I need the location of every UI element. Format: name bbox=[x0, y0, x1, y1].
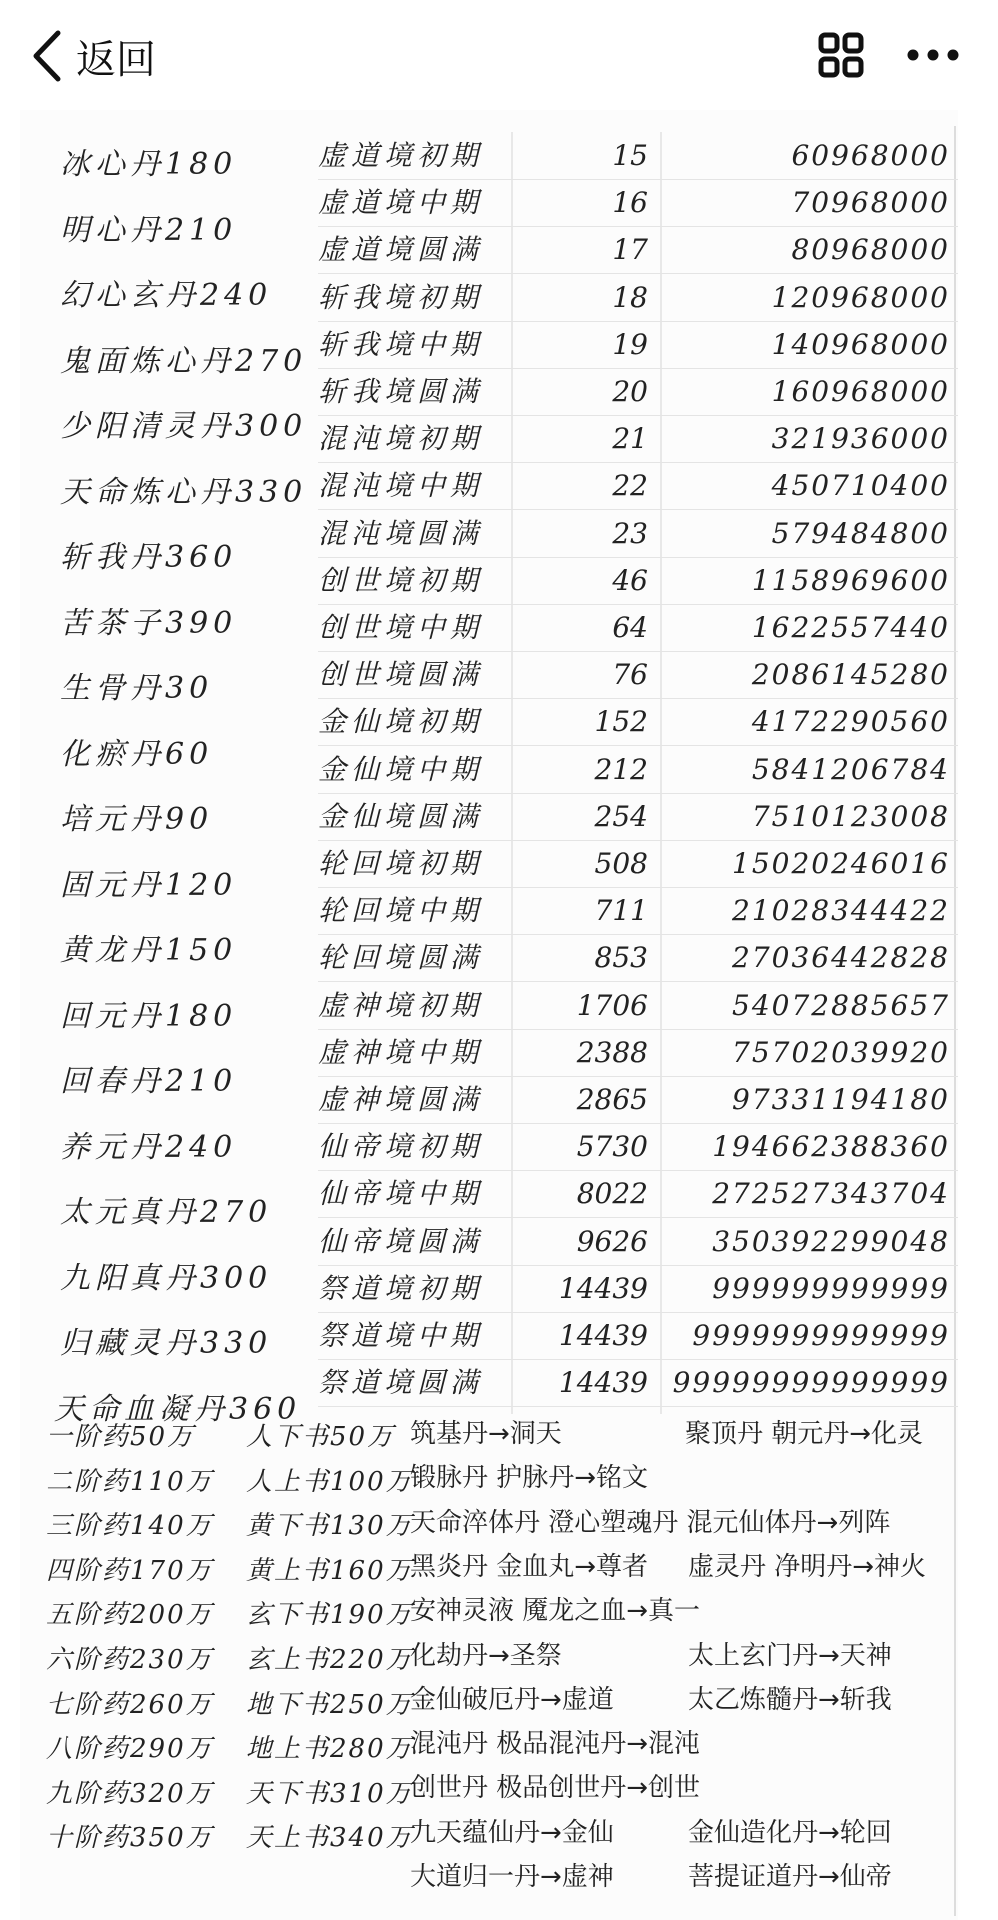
table-cell-exp: 1158969600 bbox=[751, 563, 950, 597]
table-row bbox=[318, 887, 958, 935]
table-row bbox=[318, 274, 958, 322]
recipe-item: 锻脉丹 护脉丹→铭文 bbox=[410, 1463, 649, 1494]
tier-medicine: 七阶药260万 bbox=[46, 1689, 214, 1720]
chevron-left-icon bbox=[30, 29, 64, 83]
tier-book: 地下书250万 bbox=[246, 1689, 414, 1720]
table-cell-exp: 120968000 bbox=[771, 280, 950, 314]
table-cell-level: 14439 bbox=[558, 1271, 648, 1305]
tier-item bbox=[46, 1816, 414, 1860]
recipe-item: 天命淬体丹 澄心塑魂丹 混元仙体丹→列阵 bbox=[410, 1507, 891, 1538]
table-cell-level: 853 bbox=[594, 941, 648, 975]
table-cell-level: 2865 bbox=[576, 1083, 648, 1116]
table-cell-level: 23 bbox=[612, 516, 648, 550]
table-row bbox=[318, 1170, 958, 1218]
table-cell-exp: 5841206784 bbox=[751, 752, 950, 786]
table-cell-stage: 祭道境圆满 bbox=[318, 1366, 484, 1400]
table-cell-exp: 99999999999999 bbox=[672, 1366, 950, 1400]
table-cell-stage: 金仙境圆满 bbox=[318, 799, 484, 833]
tier-medicine: 二阶药110万 bbox=[46, 1466, 214, 1497]
table-row bbox=[318, 415, 958, 463]
table-row bbox=[318, 1123, 958, 1171]
tier-medicine: 八阶药290万 bbox=[46, 1734, 214, 1765]
table-cell-stage: 虚道境圆满 bbox=[318, 233, 484, 267]
table-cell-stage: 金仙境中期 bbox=[318, 752, 484, 786]
tier-book: 玄上书220万 bbox=[246, 1645, 414, 1675]
table-cell-stage: 祭道境中期 bbox=[318, 1319, 484, 1352]
table-cell-exp: 7510123008 bbox=[751, 799, 950, 833]
table-cell-level: 76 bbox=[612, 658, 648, 692]
recipe-item: 安神灵液 魇龙之血→真一 bbox=[410, 1596, 701, 1627]
table-cell-exp: 1622557440 bbox=[751, 611, 950, 644]
table-cell-stage: 混沌境初期 bbox=[318, 422, 484, 456]
tier-book: 玄下书190万 bbox=[246, 1600, 414, 1631]
table-cell-level: 46 bbox=[612, 563, 648, 597]
table-cell-exp: 27036442828 bbox=[732, 941, 950, 975]
table-row bbox=[318, 462, 958, 510]
table-cell-stage: 金仙境初期 bbox=[318, 705, 484, 739]
table-cell-exp: 2086145280 bbox=[751, 658, 950, 692]
table-cell-stage: 创世境圆满 bbox=[318, 658, 484, 692]
table-row bbox=[318, 934, 958, 982]
table-cell-exp: 54072885657 bbox=[732, 988, 950, 1022]
table-row bbox=[318, 1076, 958, 1124]
left-list-item: 明心丹210 bbox=[60, 212, 238, 248]
table-cell-level: 711 bbox=[594, 894, 648, 928]
table-cell-level: 254 bbox=[594, 799, 648, 833]
table-cell-level: 9626 bbox=[576, 1224, 648, 1258]
tier-item bbox=[46, 1683, 414, 1727]
table-cell-stage: 混沌境中期 bbox=[318, 469, 484, 503]
cultivation-chart-image bbox=[20, 110, 958, 1920]
table-cell-level: 212 bbox=[594, 752, 648, 786]
table-cell-exp: 194662388360 bbox=[712, 1130, 950, 1164]
table-cell-stage: 斩我境圆满 bbox=[318, 375, 484, 408]
tier-item bbox=[46, 1638, 414, 1682]
tier-book: 地上书280万 bbox=[246, 1734, 414, 1765]
table-cell-stage: 仙帝境初期 bbox=[318, 1130, 484, 1164]
left-list-item: 冰心丹180 bbox=[60, 147, 238, 182]
table-cell-stage: 虚神境中期 bbox=[318, 1035, 484, 1069]
table-row bbox=[318, 1029, 958, 1077]
table-cell-exp: 450710400 bbox=[771, 469, 950, 503]
left-list-item: 九阳真丹300 bbox=[60, 1260, 273, 1296]
table-row bbox=[318, 1265, 958, 1313]
table-cell-stage: 轮回境圆满 bbox=[318, 941, 484, 975]
table-row bbox=[318, 557, 958, 605]
table-row bbox=[318, 368, 958, 416]
table-cell-exp: 60968000 bbox=[791, 139, 950, 172]
table-row bbox=[318, 321, 958, 369]
table-cell-stage: 创世境初期 bbox=[318, 563, 484, 597]
table-cell-exp: 21028344422 bbox=[732, 894, 950, 928]
table-cell-level: 20 bbox=[612, 375, 648, 408]
table-cell-exp: 321936000 bbox=[771, 422, 950, 456]
recipe-item: 太乙炼髓丹→斩我 bbox=[688, 1684, 892, 1715]
recipe-item: 菩提证道丹→仙帝 bbox=[688, 1862, 892, 1892]
tier-item bbox=[46, 1549, 414, 1593]
table-cell-stage: 虚神境初期 bbox=[318, 988, 484, 1022]
table-cell-exp: 160968000 bbox=[771, 375, 950, 408]
table-cell-level: 19 bbox=[612, 327, 648, 361]
table-cell-stage: 轮回境中期 bbox=[318, 894, 484, 928]
table-row bbox=[318, 604, 958, 652]
table-cell-exp: 15020246016 bbox=[732, 847, 950, 880]
table-cell-exp: 999999999999 bbox=[712, 1271, 950, 1305]
back-button[interactable] bbox=[30, 28, 156, 84]
table-cell-exp: 80968000 bbox=[791, 233, 950, 267]
left-list-item: 苦茶子390 bbox=[60, 605, 238, 641]
table-cell-stage: 虚道境中期 bbox=[318, 186, 484, 220]
table-row bbox=[318, 651, 958, 699]
table-cell-exp: 70968000 bbox=[791, 186, 950, 220]
left-list-item: 天命炼心丹330 bbox=[60, 474, 308, 510]
table-cell-exp: 140968000 bbox=[771, 327, 950, 361]
left-list-item: 天命血凝丹360 bbox=[54, 1391, 302, 1427]
left-list-item: 鬼面炼心丹270 bbox=[60, 343, 308, 379]
more-options-icon[interactable] bbox=[904, 40, 962, 70]
left-list-item: 黄龙丹150 bbox=[60, 933, 238, 968]
table-cell-level: 14439 bbox=[558, 1366, 648, 1400]
recipe-item: 金仙造化丹→轮回 bbox=[688, 1817, 892, 1848]
left-list-item: 养元丹240 bbox=[60, 1129, 238, 1165]
table-cell-level: 64 bbox=[612, 611, 648, 644]
table-row bbox=[318, 982, 958, 1030]
recipe-item: 化劫丹→圣祭 bbox=[410, 1640, 562, 1671]
table-row bbox=[318, 132, 958, 180]
recipe-item: 虚灵丹 净明丹→神火 bbox=[688, 1551, 927, 1582]
left-list-item: 生骨丹30 bbox=[60, 671, 214, 706]
table-cell-level: 22 bbox=[612, 469, 648, 503]
tier-medicine: 一阶药50万 bbox=[46, 1422, 196, 1452]
table-cell-stage: 祭道境初期 bbox=[318, 1271, 484, 1305]
table-cell-stage: 斩我境中期 bbox=[318, 327, 484, 361]
recipe-item: 筑基丹→洞天 bbox=[410, 1419, 562, 1449]
table-cell-level: 21 bbox=[612, 422, 648, 456]
left-list-item: 少阳清灵丹300 bbox=[60, 409, 308, 444]
table-row bbox=[318, 746, 958, 794]
table-row bbox=[318, 1359, 958, 1407]
tier-book: 天下书310万 bbox=[246, 1778, 414, 1809]
recipe-item: 混沌丹 极品混沌丹→混沌 bbox=[410, 1729, 701, 1760]
table-cell-level: 508 bbox=[594, 847, 648, 880]
mini-program-grid-icon[interactable] bbox=[818, 32, 864, 78]
left-list-item: 回元丹180 bbox=[60, 998, 238, 1034]
table-cell-exp: 272527343704 bbox=[712, 1177, 950, 1211]
table-row bbox=[318, 179, 958, 227]
table-cell-level: 16 bbox=[612, 186, 648, 220]
table-cell-exp: 579484800 bbox=[771, 516, 950, 550]
left-list-item: 培元丹90 bbox=[60, 802, 214, 837]
table-cell-level: 5730 bbox=[576, 1130, 648, 1164]
tier-item bbox=[46, 1504, 414, 1548]
table-cell-level: 152 bbox=[594, 705, 648, 739]
table-cell-level: 1706 bbox=[576, 988, 648, 1022]
table-cell-level: 2388 bbox=[576, 1035, 648, 1069]
back-label: 返回 bbox=[76, 36, 156, 83]
tier-medicine: 五阶药200万 bbox=[46, 1600, 214, 1631]
table-cell-level: 15 bbox=[612, 139, 648, 172]
table-row bbox=[318, 840, 958, 888]
recipe-item: 大道归一丹→虚神 bbox=[410, 1862, 614, 1892]
table-cell-level: 8022 bbox=[576, 1177, 648, 1211]
left-list-item: 斩我丹360 bbox=[60, 540, 238, 575]
tier-book: 人下书50万 bbox=[246, 1422, 396, 1452]
table-row bbox=[318, 793, 958, 841]
tier-item bbox=[46, 1727, 414, 1771]
tier-item bbox=[46, 1593, 414, 1637]
tier-medicine: 九阶药320万 bbox=[46, 1778, 214, 1809]
table-row bbox=[318, 698, 958, 746]
left-list-item: 化瘀丹60 bbox=[60, 736, 214, 772]
tier-book: 黄上书160万 bbox=[246, 1555, 414, 1586]
recipe-item: 金仙破厄丹→虚道 bbox=[410, 1684, 614, 1715]
table-row bbox=[318, 510, 958, 558]
table-cell-stage: 虚道境初期 bbox=[318, 139, 484, 172]
table-cell-level: 18 bbox=[612, 280, 648, 314]
table-cell-exp: 9999999999999 bbox=[692, 1319, 950, 1352]
table-cell-stage: 虚神境圆满 bbox=[318, 1083, 484, 1116]
table-cell-stage: 轮回境初期 bbox=[318, 847, 484, 880]
table-cell-level: 17 bbox=[612, 233, 648, 267]
table-cell-level: 14439 bbox=[558, 1319, 648, 1352]
tier-book: 天上书340万 bbox=[246, 1823, 414, 1854]
table-cell-exp: 75702039920 bbox=[732, 1035, 950, 1069]
tier-medicine: 十阶药350万 bbox=[46, 1823, 214, 1854]
table-cell-stage: 创世境中期 bbox=[318, 611, 484, 644]
recipe-item: 太上玄门丹→天神 bbox=[688, 1640, 892, 1671]
table-cell-stage: 斩我境初期 bbox=[318, 280, 484, 314]
tier-item bbox=[46, 1772, 414, 1816]
table-row bbox=[318, 1218, 958, 1266]
left-list-item: 回春丹210 bbox=[60, 1064, 238, 1099]
top-navigation-bar bbox=[0, 0, 998, 110]
table-cell-exp: 97331194180 bbox=[732, 1083, 950, 1116]
left-list-item: 太元真丹270 bbox=[60, 1195, 273, 1230]
table-row bbox=[318, 1312, 958, 1360]
left-list-item: 幻心玄丹240 bbox=[60, 278, 273, 313]
tier-book: 人上书100万 bbox=[246, 1466, 414, 1497]
tier-medicine: 四阶药170万 bbox=[46, 1555, 214, 1586]
table-cell-stage: 仙帝境圆满 bbox=[318, 1224, 484, 1258]
tier-medicine: 六阶药230万 bbox=[46, 1645, 214, 1675]
tier-medicine: 三阶药140万 bbox=[46, 1511, 214, 1542]
table-cell-exp: 4172290560 bbox=[751, 705, 950, 739]
table-row bbox=[318, 226, 958, 274]
table-cell-stage: 混沌境圆满 bbox=[318, 516, 484, 550]
left-list-item: 归藏灵丹330 bbox=[60, 1326, 273, 1361]
recipe-item: 聚顶丹 朝元丹→化灵 bbox=[685, 1419, 924, 1449]
tier-item bbox=[46, 1415, 395, 1459]
left-list-item: 固元丹120 bbox=[60, 867, 238, 903]
recipe-item: 九天蕴仙丹→金仙 bbox=[410, 1817, 614, 1848]
recipe-item: 创世丹 极品创世丹→创世 bbox=[410, 1773, 701, 1804]
tier-book: 黄下书130万 bbox=[246, 1511, 414, 1542]
tier-item bbox=[46, 1460, 414, 1504]
recipe-item: 黑炎丹 金血丸→尊者 bbox=[410, 1551, 649, 1582]
table-cell-stage: 仙帝境中期 bbox=[318, 1177, 484, 1211]
table-cell-exp: 350392299048 bbox=[712, 1224, 950, 1258]
